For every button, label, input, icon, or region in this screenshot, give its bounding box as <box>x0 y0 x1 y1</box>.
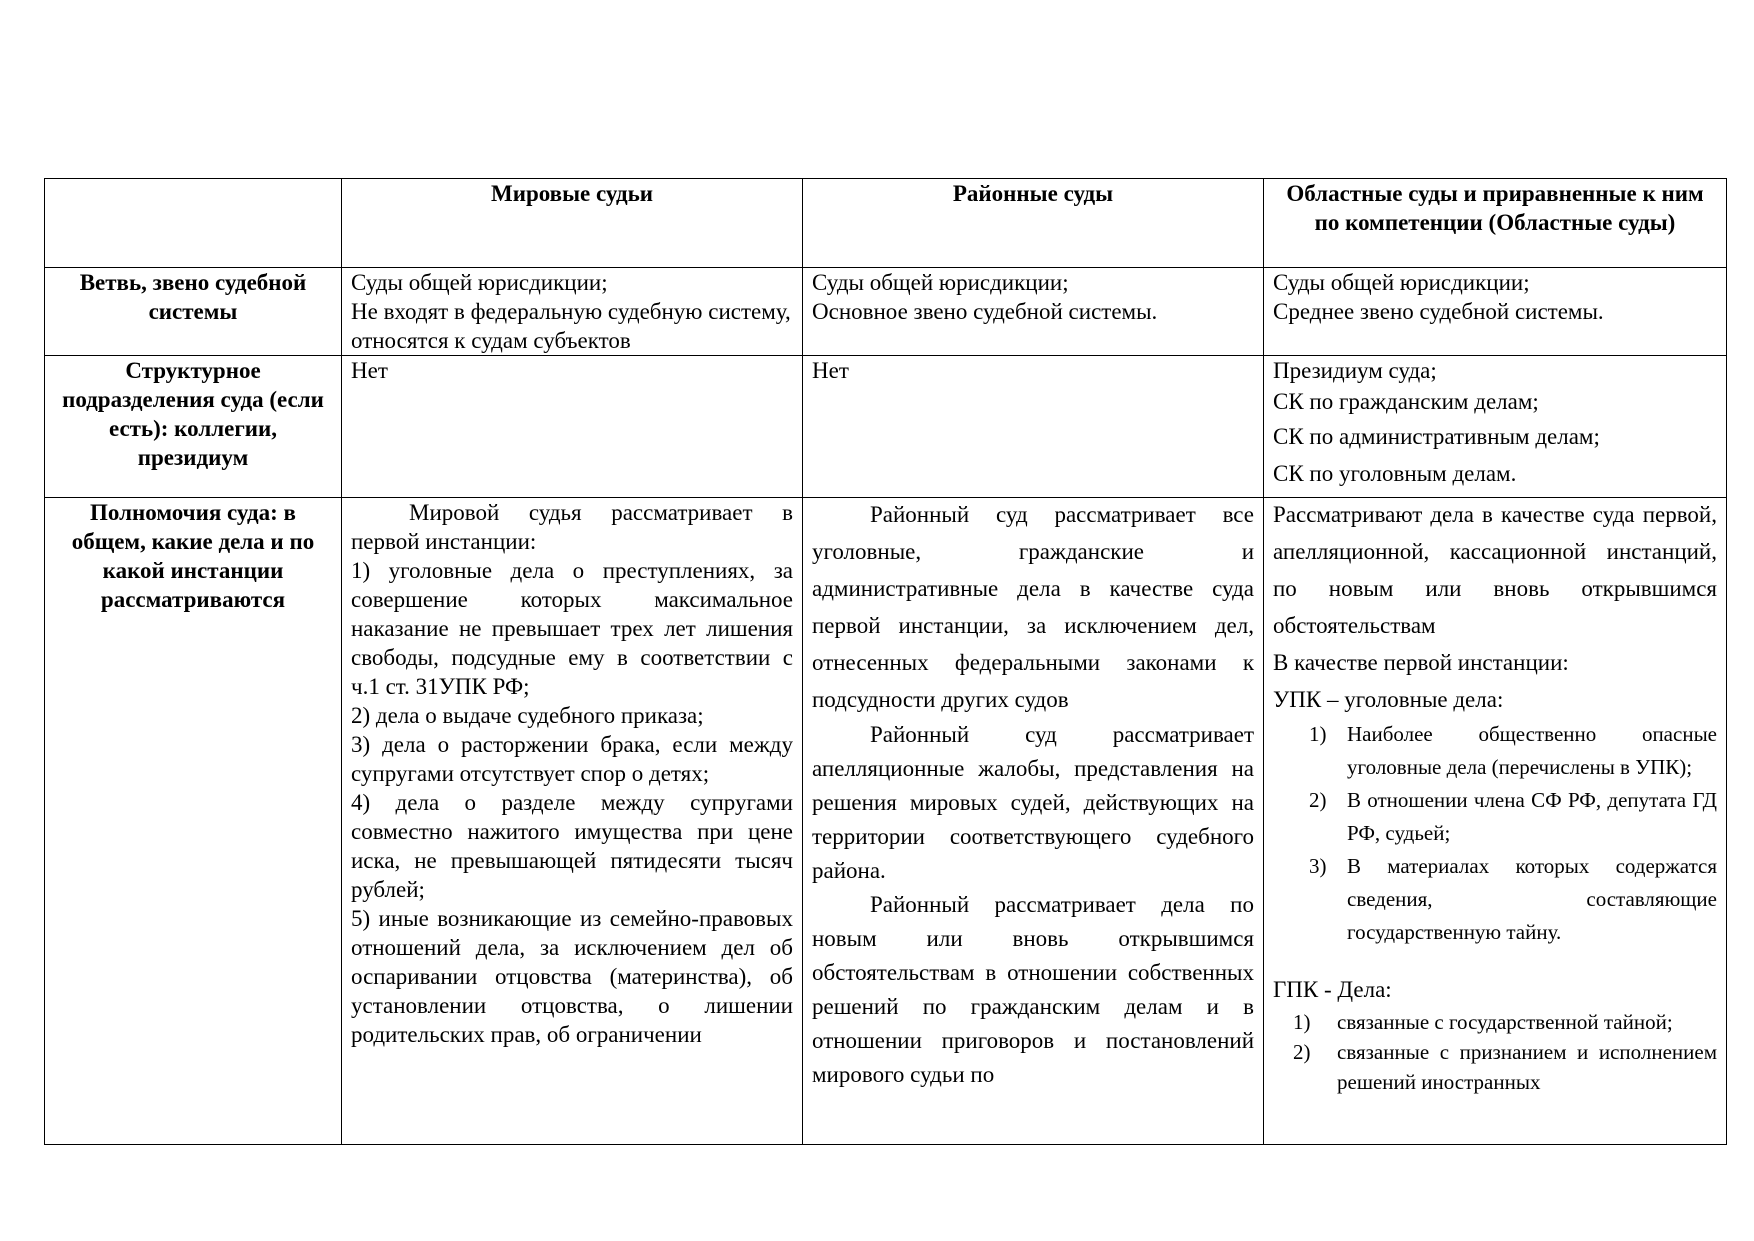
list-item-text: Наиболее общественно опасные уголовные дела (перечислены в УПК); <box>1347 722 1717 779</box>
text-line: Среднее звено судебной системы. <box>1273 299 1604 324</box>
list-item <box>1273 1037 1717 1097</box>
list-item-text: В материалах которых содержатся сведения, составляющие государственную тайну. <box>1347 854 1717 944</box>
list-item <box>1273 850 1717 949</box>
header-regional-courts: Областные суды и приравненные к ним по компетенции (Областные суды) <box>1264 179 1727 268</box>
table-header-row <box>45 179 1727 268</box>
text-line: СК по административным делам; <box>1273 424 1600 449</box>
text-line: Суды общей юрисдикции; <box>812 270 1069 295</box>
text-line: Суды общей юрисдикции; <box>1273 270 1530 295</box>
list-item-text: связанные с признанием и исполнением решений иностранных <box>1337 1040 1717 1094</box>
cell-structure-regional <box>1264 356 1727 498</box>
paragraph: УПК – уголовные дела: <box>1273 687 1504 712</box>
header-magistrates: Мировые судьи <box>342 179 803 268</box>
header-cell-empty <box>45 179 342 268</box>
list-number: 2) <box>1293 1040 1311 1064</box>
list-item: 1) уголовные дела о преступлениях, за совершение которых максимальное наказание не превышает трех лет лишения свободы, подсудные ему в соответствии с ч.1 ст. 31УПК РФ; <box>351 558 793 699</box>
paragraph: Районный суд рассматривает апелляционные жалобы, представления на решения мировых судей, действующих на территории соответствующего судебного района. <box>812 722 1254 883</box>
paragraph: Рассматривают дела в качестве суда первой, апелляционной, кассационной инстанций, по новым или вновь открывшимся обстоятельствам <box>1273 502 1717 638</box>
list-number: 3) <box>1309 854 1327 878</box>
cell-branch-magistrates <box>342 268 803 356</box>
cell-branch-regional <box>1264 268 1727 356</box>
paragraph: Мировой судья рассматривает в первой инстанции: <box>351 500 793 554</box>
list-item-text: связанные с государственной тайной; <box>1337 1010 1673 1034</box>
list-number: 2) <box>1309 788 1327 812</box>
text-line: СК по гражданским делам; <box>1273 389 1539 414</box>
text-line: Основное звено судебной системы. <box>812 299 1158 324</box>
table-row <box>45 268 1727 356</box>
row-label-structure: Структурное подразделения суда (если есть): коллегии, президиум <box>45 356 342 498</box>
text-line: Президиум суда; <box>1273 358 1437 383</box>
upk-list <box>1273 718 1717 949</box>
cell-structure-district: Нет <box>803 356 1264 498</box>
cell-powers-regional <box>1264 498 1727 1145</box>
header-district-courts: Районные суды <box>803 179 1264 268</box>
text-line: СК по уголовным делам. <box>1273 461 1517 486</box>
row-label-powers: Полномочия суда: в общем, какие дела и по какой инстанции рассматриваются <box>45 498 342 1145</box>
list-number: 1) <box>1293 1010 1311 1034</box>
courts-comparison-table <box>44 178 1727 1145</box>
list-item: 3) дела о расторжении брака, если между супругами отсутствует спор о детях; <box>351 732 793 786</box>
paragraph: Районный рассматривает дела по новым или вновь открывшимся обстоятельствам в отношении собственных решений по гражданским делам и в отношении приговоров и постановлений мирового судьи по <box>812 892 1254 1087</box>
list-item <box>1273 784 1717 850</box>
list-item: 5) иные возникающие из семейно-правовых отношений дела, за исключением дел об оспаривании отцовства (материнства), об установлении отцовства, о лишении родительских прав, об ограничении <box>351 906 793 1047</box>
cell-powers-magistrates <box>342 498 803 1145</box>
cell-structure-magistrates: Нет <box>342 356 803 498</box>
text-line: Суды общей юрисдикции; <box>351 270 608 295</box>
list-item-text: В отношении члена СФ РФ, депутата ГД РФ, судьей; <box>1347 788 1717 845</box>
cell-powers-district <box>803 498 1264 1145</box>
table-row <box>45 498 1727 1145</box>
text-line: Не входят в федеральную судебную систему, относятся к судам субъектов <box>351 299 791 353</box>
list-number: 1) <box>1309 722 1327 746</box>
paragraph: В качестве первой инстанции: <box>1273 650 1569 675</box>
list-item <box>1273 1007 1717 1037</box>
cell-branch-district <box>803 268 1264 356</box>
list-item: 4) дела о разделе между супругами совместно нажитого имущества при цене иска, не превышающей пятидесяти тысяч рублей; <box>351 790 793 902</box>
paragraph: Районный суд рассматривает все уголовные, гражданские и административные дела в качестве суда первой инстанции, за исключением дел, отнесенных федеральными законами к подсудности других судов <box>812 502 1254 712</box>
list-item: 2) дела о выдаче судебного приказа; <box>351 703 704 728</box>
table-row <box>45 356 1727 498</box>
paragraph: ГПК - Дела: <box>1273 977 1392 1002</box>
list-item <box>1273 718 1717 784</box>
gpk-list <box>1273 1007 1717 1097</box>
row-label-branch: Ветвь, звено судебной системы <box>45 268 342 356</box>
